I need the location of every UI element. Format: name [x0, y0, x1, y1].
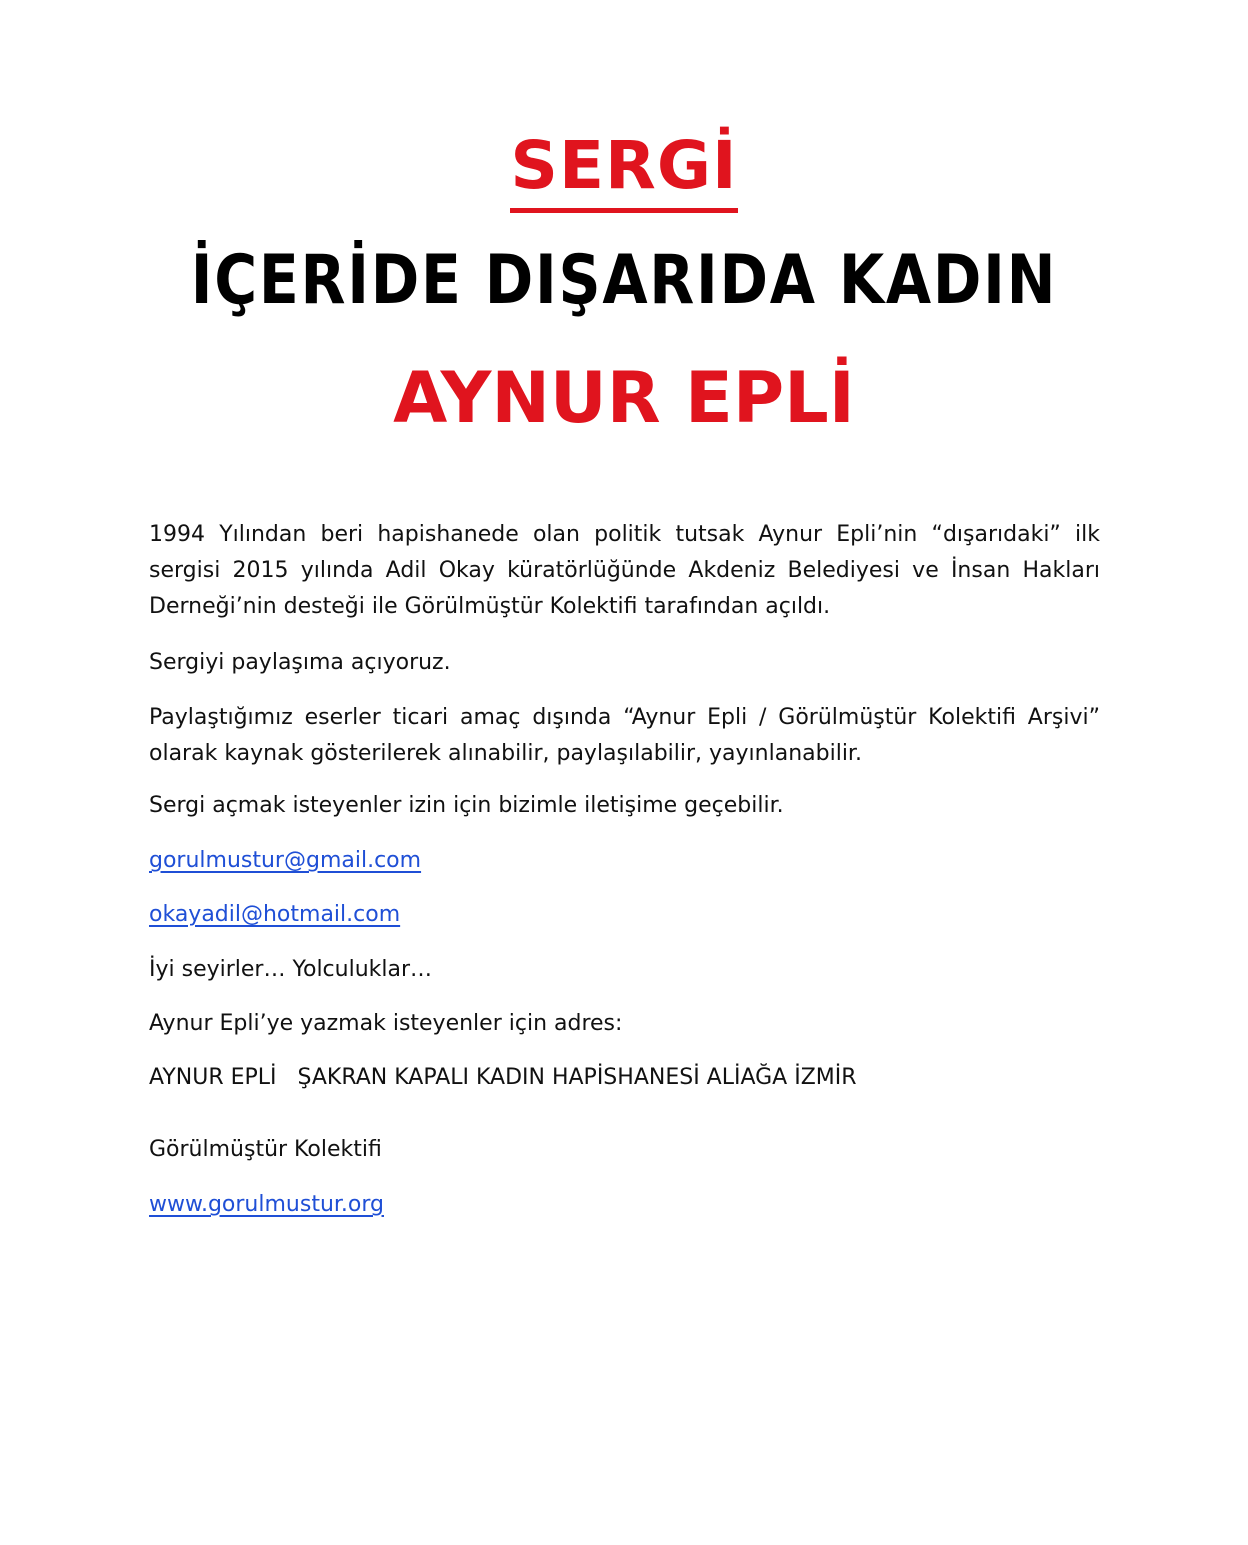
intro-paragraph: 1994 Yılından beri hapishanede olan politik tutsak Aynur Epli’nin “dışarıdaki” ilk sergisi 2015 yılında Adil Okay küratörlüğünde Akdeniz Belediyesi ve İnsan Hakları Derneği’nin desteği ile Görülmüştür Kolektifi tarafından açıldı.	[149, 522, 1100, 619]
email-line-1	[149, 846, 1100, 876]
usage-terms-paragraph: Paylaştığımız eserler ticari amaç dışında “Aynur Epli / Görülmüştür Kolektifi Arşivi” olarak kaynak gösterilerek alınabilir, paylaşılabilir, yayınlanabilir.	[149, 705, 1100, 766]
address-intro-text: Aynur Epli’ye yazmak isteyenler için adres:	[149, 1011, 623, 1036]
website-line	[149, 1190, 1100, 1220]
collective-name: Görülmüştür Kolektifi	[149, 1137, 382, 1162]
website-link[interactable]: www.gorulmustur.org	[149, 1192, 384, 1217]
sergi-heading-text: SERGİ	[510, 128, 737, 213]
postal-address: AYNUR EPLİ ŞAKRAN KAPALI KADIN HAPİSHANESİ ALİAĞA İZMİR	[149, 1065, 857, 1090]
email-link-gorulmustur[interactable]: gorulmustur@gmail.com	[149, 848, 422, 873]
greeting-text: İyi seyirler… Yolculuklar…	[149, 957, 433, 982]
sharing-paragraph: Sergiyi paylaşıma açıyoruz.	[149, 650, 451, 675]
email-link-okayadil[interactable]: okayadil@hotmail.com	[149, 902, 401, 927]
email-line-2	[149, 900, 1100, 930]
artist-name: AYNUR EPLİ	[393, 357, 855, 439]
contact-paragraph: Sergi açmak isteyenler izin için bizimle iletişime geçebilir.	[149, 793, 784, 818]
exhibition-title: İÇERİDE DIŞARIDA KADIN	[190, 241, 1058, 320]
sergi-heading	[0, 128, 1248, 213]
